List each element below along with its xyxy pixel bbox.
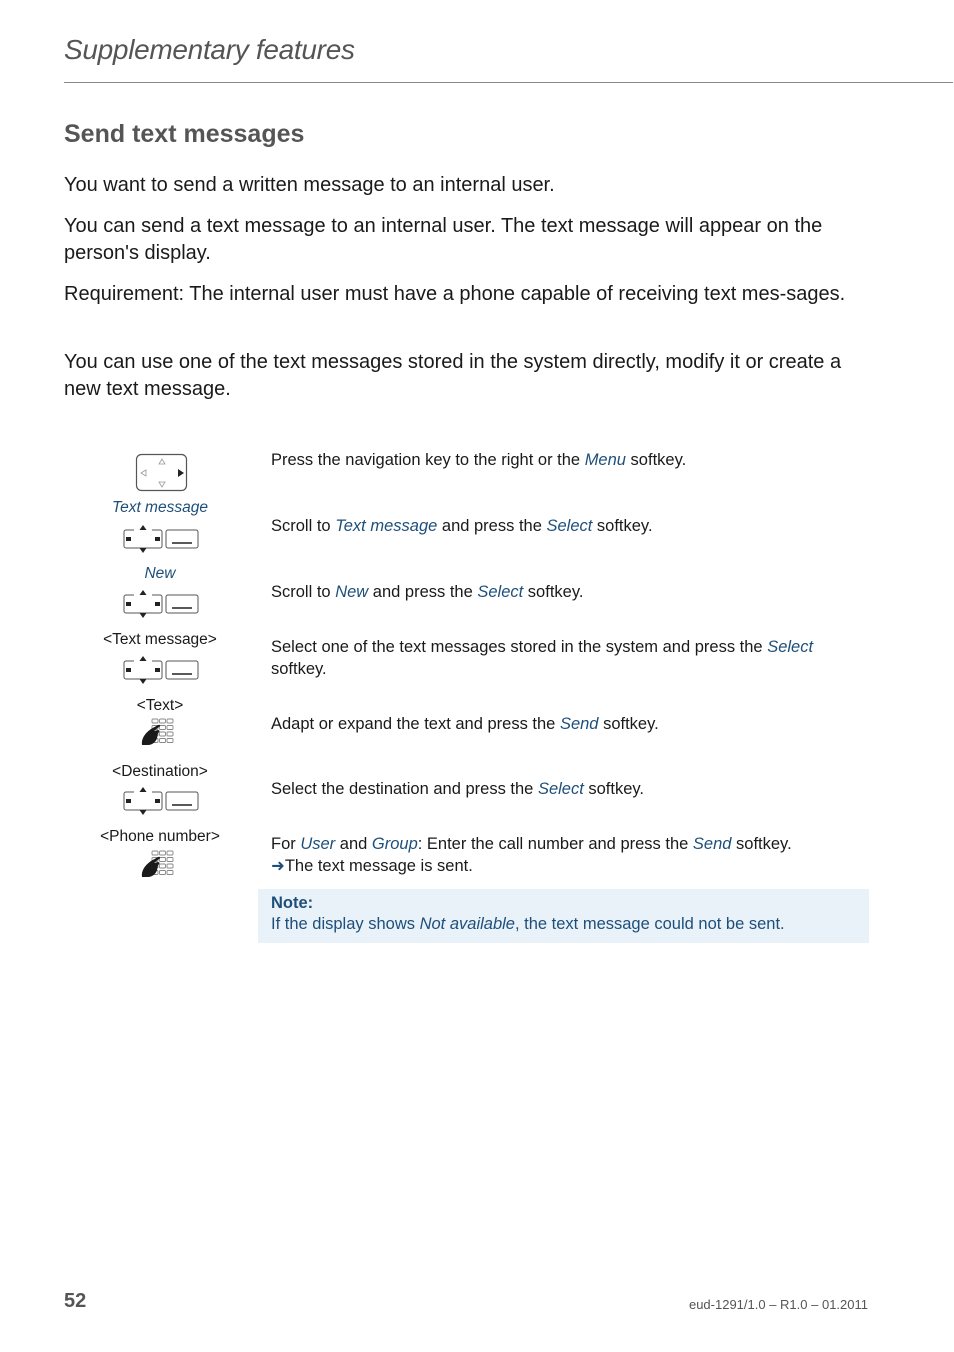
page-number: 52 xyxy=(64,1290,87,1312)
keypad-entry-icon xyxy=(140,850,176,878)
intro-paragraph: You want to send a written message to an internal user. xyxy=(64,174,555,196)
nav-and-softkey-icon xyxy=(123,655,199,685)
section-title: Send text messages xyxy=(64,120,305,148)
chapter-title: Supplementary features xyxy=(64,34,355,65)
header-divider xyxy=(64,82,953,83)
step-2-text: Scroll to Text message and press the Select softkey. xyxy=(271,517,653,535)
step-4-label: <Text message> xyxy=(103,631,217,648)
note-title: Note: xyxy=(271,894,314,912)
step-7-result: ➜The text message is sent. xyxy=(271,857,473,875)
step-6-label: <Destination> xyxy=(112,763,208,780)
document-id: eud-1291/1.0 – R1.0 – 01.2011 xyxy=(688,1297,868,1312)
step-2-label: Text message xyxy=(112,499,208,516)
step-7-label: <Phone number> xyxy=(100,828,220,845)
step-3-label: New xyxy=(144,565,176,582)
description-paragraph: You can send a text message to an internal user. The text message will appear on the person's display. xyxy=(64,215,823,264)
options-paragraph: You can use one of the text messages stored in the system directly, modify it or create a new text message. xyxy=(64,351,842,400)
navigation-key-icon xyxy=(135,453,189,493)
step-6-text: Select the destination and press the Select softkey. xyxy=(271,780,645,798)
step-7-instruction: For User and Group: Enter the call number and press the Send softkey. xyxy=(271,835,792,853)
keypad-entry-icon xyxy=(140,718,176,746)
step-4-text: Select one of the text messages stored in the system and press the Select softkey. xyxy=(271,638,814,678)
nav-and-softkey-icon xyxy=(123,524,199,554)
requirement-paragraph: Requirement: The internal user must have a phone capable of receiving text mes-sages. xyxy=(64,283,846,305)
note-text: If the display shows Not available, the text message could not be sent. xyxy=(271,915,785,933)
note-box xyxy=(258,889,869,943)
step-7-text xyxy=(271,833,861,877)
nav-and-softkey-icon xyxy=(123,589,199,619)
step-5-text: Adapt or expand the text and press the Send softkey. xyxy=(271,715,659,733)
step-5-label: <Text> xyxy=(136,697,184,714)
step-3-text: Scroll to New and press the Select softkey. xyxy=(271,583,584,601)
result-arrow-icon: ➜ xyxy=(271,857,285,875)
nav-and-softkey-icon xyxy=(123,786,199,816)
step-1-text: Press the navigation key to the right or the Menu softkey. xyxy=(271,451,687,469)
